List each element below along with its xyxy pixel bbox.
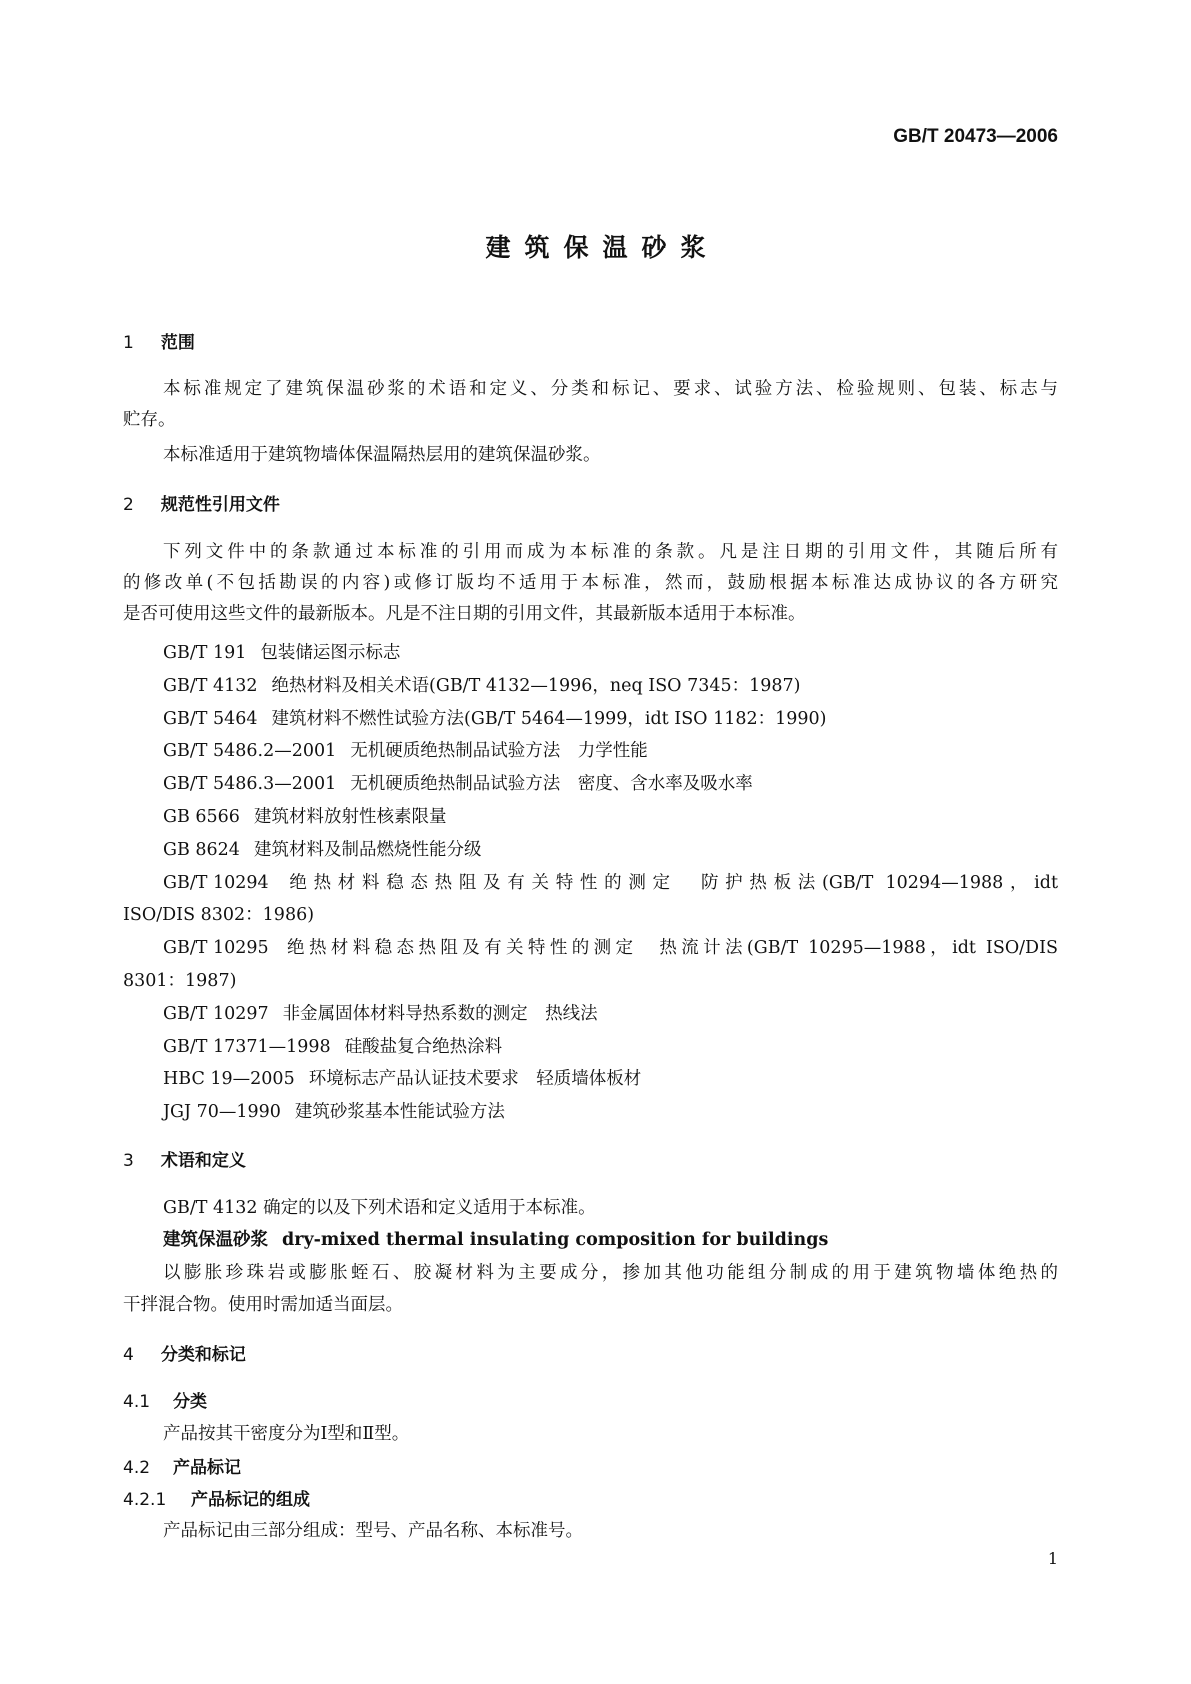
reference-code: JGJ 70—1990	[163, 1102, 281, 1123]
reference-item	[163, 1098, 505, 1123]
section-title: 分类和标记	[160, 1345, 246, 1365]
reference-item	[163, 737, 648, 762]
reference-item	[163, 672, 801, 697]
section-2-heading	[123, 490, 280, 515]
reference-code: GB/T 5464	[163, 708, 258, 729]
reference-item	[163, 1033, 502, 1058]
section-title: 范围	[160, 333, 195, 353]
reference-code: HBC 19—2005	[163, 1069, 295, 1090]
reference-code: GB/T 10295	[163, 938, 269, 959]
subsection-4-1-heading	[123, 1387, 207, 1412]
reference-title: 绝热材料稳态热阻及有关特性的测定 热流计法(GB/T 10295—1988，idt ISO/DIS	[282, 938, 1058, 959]
paragraph: 产品标记由三部分组成：型号、产品名称、本标准号。	[163, 1521, 583, 1541]
section-1-heading	[123, 328, 195, 353]
reference-code: GB/T 5486.3—2001	[163, 774, 337, 795]
section-title: 分类	[173, 1392, 207, 1412]
reference-code: GB/T 17371—1998	[163, 1036, 331, 1057]
reference-title: 绝热材料及相关术语(GB/T 4132—1996，neq ISO 7345：1987)	[271, 675, 801, 696]
section-number: 4	[123, 1345, 134, 1365]
reference-title: 包装储运图示标志	[260, 643, 401, 663]
reference-title: 建筑材料放射性核素限量	[253, 807, 447, 827]
reference-item	[163, 770, 753, 795]
subsection-4-2-1-heading	[123, 1485, 310, 1510]
reference-code: GB 8624	[163, 839, 240, 860]
paragraph-line: 的修改单(不包括勘误的内容)或修订版均不适用于本标准，然而，鼓励根据本标准达成协议的各方研究	[123, 573, 1058, 593]
reference-title: 无机硬质绝热制品试验方法 力学性能	[350, 741, 648, 762]
section-title: 术语和定义	[160, 1151, 246, 1171]
section-3-heading	[123, 1146, 246, 1171]
reference-item	[163, 803, 446, 828]
paragraph: 产品按其干密度分为Ⅰ型和Ⅱ型。	[163, 1424, 410, 1444]
reference-title: 建筑材料及制品燃烧性能分级	[253, 839, 482, 860]
reference-continuation: 8301：1987)	[123, 971, 237, 991]
standard-number: GB/T 20473—2006	[893, 126, 1058, 147]
reference-code: GB/T 4132	[163, 675, 258, 696]
term-english: dry-mixed thermal insulating composition for buildings	[282, 1230, 829, 1250]
reference-title: 绝热材料稳态热阻及有关特性的测定 防护热板法(GB/T 10294—1988，idt	[282, 872, 1058, 893]
paragraph-line: 贮存。	[123, 410, 176, 430]
definition-line: 干拌混合物。使用时需加适当面层。	[123, 1295, 403, 1315]
reference-item	[163, 1065, 641, 1090]
term-chinese: 建筑保温砂浆	[163, 1230, 268, 1250]
paragraph: GB/T 4132 确定的以及下列术语和定义适用于本标准。	[163, 1198, 596, 1218]
section-number: 4.1	[123, 1392, 151, 1412]
reference-code: GB 6566	[163, 807, 240, 827]
paragraph-line: 是否可使用这些文件的最新版本。凡是不注日期的引用文件，其最新版本适用于本标准。	[123, 604, 806, 624]
paragraph-line: 下列文件中的条款通过本标准的引用而成为本标准的条款。凡是注日期的引用文件，其随后所有	[163, 542, 1058, 562]
section-title: 产品标记的组成	[191, 1490, 310, 1510]
reference-code: GB/T 10297	[163, 1003, 269, 1024]
reference-title: 建筑砂浆基本性能试验方法	[294, 1102, 505, 1123]
section-number: 3	[123, 1151, 134, 1171]
section-number: 1	[123, 333, 134, 353]
paragraph-line: 本标准规定了建筑保温砂浆的术语和定义、分类和标记、要求、试验方法、检验规则、包装、标志与	[163, 379, 1058, 399]
section-number: 4.2	[123, 1458, 151, 1478]
reference-item	[163, 1000, 598, 1025]
reference-code: GB/T 191	[163, 643, 247, 663]
reference-continuation: ISO/DIS 8302：1986)	[123, 905, 315, 926]
reference-title: 建筑材料不燃性试验方法(GB/T 5464—1999，idt ISO 1182：1990)	[271, 708, 827, 729]
reference-title: 硅酸盐复合绝热涂料	[344, 1036, 503, 1057]
section-title: 产品标记	[173, 1458, 241, 1478]
reference-item	[163, 869, 1058, 894]
reference-item	[163, 705, 827, 730]
reference-item	[163, 836, 481, 861]
subsection-4-2-heading	[123, 1453, 241, 1478]
term-entry	[163, 1226, 828, 1251]
reference-title: 环境标志产品认证技术要求 轻质墙体板材	[308, 1069, 642, 1090]
reference-item	[163, 934, 1058, 959]
document-title: 建筑保温砂浆	[485, 233, 720, 262]
page-number: 1	[1047, 1549, 1058, 1568]
paragraph: 本标准适用于建筑物墙体保温隔热层用的建筑保温砂浆。	[163, 445, 601, 465]
reference-code: GB/T 5486.2—2001	[163, 741, 337, 762]
section-number: 2	[123, 495, 134, 515]
reference-title: 无机硬质绝热制品试验方法 密度、含水率及吸水率	[350, 774, 753, 795]
section-title: 规范性引用文件	[160, 495, 280, 515]
section-number: 4.2.1	[123, 1490, 167, 1510]
reference-item	[163, 639, 400, 664]
definition-line: 以膨胀珍珠岩或膨胀蛭石、胶凝材料为主要成分，掺加其他功能组分制成的用于建筑物墙体绝热的	[163, 1263, 1058, 1283]
reference-code: GB/T 10294	[163, 872, 269, 893]
section-4-heading	[123, 1340, 246, 1365]
reference-title: 非金属固体材料导热系数的测定 热线法	[282, 1003, 598, 1024]
